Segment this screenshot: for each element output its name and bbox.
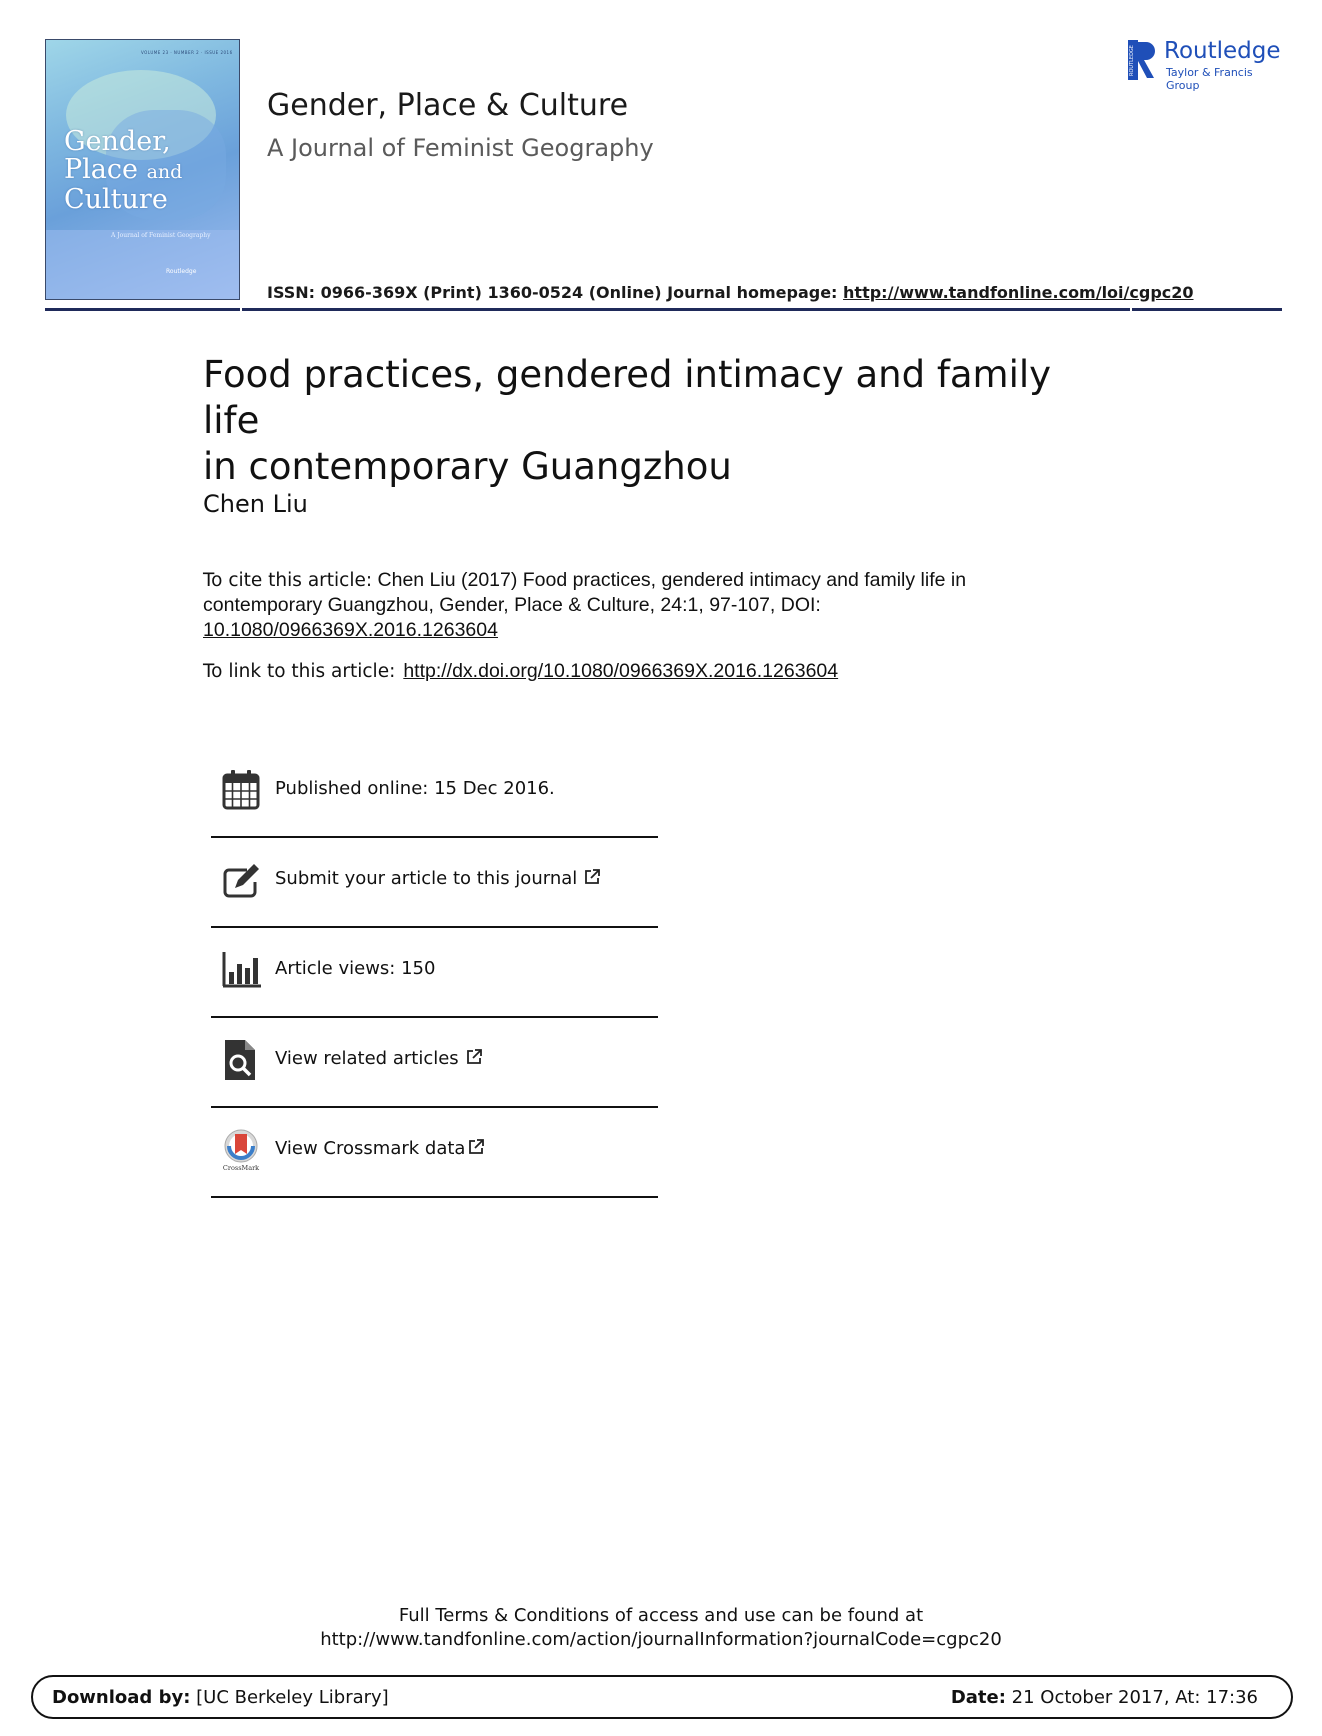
terms-notice bbox=[0, 1604, 1322, 1652]
external-link-icon bbox=[467, 1138, 485, 1156]
svg-text:CrossMark: CrossMark bbox=[222, 1164, 260, 1172]
citation-doi-link[interactable]: 10.1080/0966369X.2016.1263604 bbox=[203, 619, 498, 641]
article-author: Chen Liu bbox=[203, 490, 308, 518]
article-link-line bbox=[203, 660, 838, 683]
cover-title-line: Culture bbox=[64, 184, 168, 215]
info-item-published bbox=[211, 748, 658, 838]
download-date bbox=[951, 1687, 1258, 1708]
journal-subtitle: A Journal of Feminist Geography bbox=[267, 134, 654, 162]
cover-subtitle: A Journal of Feminist Geography bbox=[111, 232, 211, 239]
download-date-label: Date: bbox=[950, 1687, 1006, 1708]
crossmark-link[interactable]: View Crossmark data bbox=[275, 1138, 485, 1159]
external-link-icon bbox=[465, 1048, 483, 1066]
related-articles-link[interactable]: View related articles bbox=[275, 1048, 483, 1069]
issn-line bbox=[267, 283, 1194, 302]
issn-text: ISSN: 0966-369X (Print) 1360-0524 (Online) Journal homepage: bbox=[267, 283, 844, 302]
cover-volume-text: VOLUME 23 · NUMBER 2 · ISSUE 2016 bbox=[141, 50, 233, 55]
edit-icon bbox=[221, 858, 261, 902]
download-by-value: [UC Berkeley Library] bbox=[190, 1687, 389, 1708]
divider-gap bbox=[240, 308, 242, 311]
publisher-logo bbox=[1128, 38, 1288, 92]
download-info-bar bbox=[31, 1675, 1293, 1719]
info-item-views bbox=[211, 928, 658, 1018]
article-title-line: in contemporary Guangzhou bbox=[203, 445, 732, 488]
external-link-icon bbox=[583, 868, 601, 886]
published-date-label: Published online: 15 Dec 2016. bbox=[275, 778, 555, 799]
terms-text: Full Terms & Conditions of access and use can be found at bbox=[398, 1605, 924, 1626]
cover-title-line: Place and bbox=[64, 154, 183, 185]
search-document-icon bbox=[221, 1038, 261, 1082]
terms-url[interactable]: http://www.tandfonline.com/action/journalInformation?journalCode=cgpc20 bbox=[320, 1629, 1002, 1650]
publisher-group: Taylor & Francis Group bbox=[1166, 66, 1253, 92]
journal-title: Gender, Place & Culture bbox=[267, 88, 629, 123]
citation-block bbox=[203, 568, 983, 643]
svg-text:ROUTLEDGE: ROUTLEDGE bbox=[1129, 45, 1135, 76]
cover-title-line: Gender, bbox=[64, 126, 171, 157]
info-item-crossmark[interactable] bbox=[211, 1108, 658, 1198]
info-item-submit[interactable] bbox=[211, 838, 658, 928]
routledge-logo-icon bbox=[1128, 40, 1156, 80]
publisher-name: Routledge bbox=[1164, 38, 1281, 64]
article-info-list bbox=[211, 748, 658, 1198]
divider-gap bbox=[1130, 308, 1132, 311]
journal-homepage-link[interactable]: http://www.tandfonline.com/loi/cgpc20 bbox=[843, 283, 1194, 302]
cover-decoration bbox=[46, 230, 239, 300]
article-link-label: To link to this article: bbox=[203, 661, 396, 682]
article-views-label: Article views: 150 bbox=[275, 958, 436, 979]
citation-label: To cite this article: bbox=[203, 570, 373, 591]
cover-title bbox=[64, 128, 182, 214]
article-title bbox=[203, 352, 1103, 490]
download-date-value: 21 October 2017, At: 17:36 bbox=[1005, 1687, 1258, 1708]
info-item-related[interactable] bbox=[211, 1018, 658, 1108]
cover-publisher-logo: Routledge bbox=[166, 268, 197, 275]
calendar-icon bbox=[221, 768, 261, 812]
bar-chart-icon bbox=[221, 948, 261, 992]
citation-text: Chen Liu (2017) Food practices, gendered intimacy and family life in contemporary Guangzhou, Gender, Place & Culture, 24:1, 97-107, DOI: bbox=[203, 569, 967, 616]
download-by bbox=[52, 1687, 389, 1708]
submit-article-link[interactable]: Submit your article to this journal bbox=[275, 868, 601, 889]
journal-cover-image bbox=[45, 39, 240, 300]
download-by-label: Download by: bbox=[52, 1687, 191, 1708]
article-doi-url[interactable]: http://dx.doi.org/10.1080/0966369X.2016.1263604 bbox=[403, 660, 839, 682]
header-divider bbox=[45, 308, 1282, 311]
article-title-line: Food practices, gendered intimacy and family life bbox=[203, 353, 1052, 442]
crossmark-icon bbox=[221, 1128, 261, 1172]
